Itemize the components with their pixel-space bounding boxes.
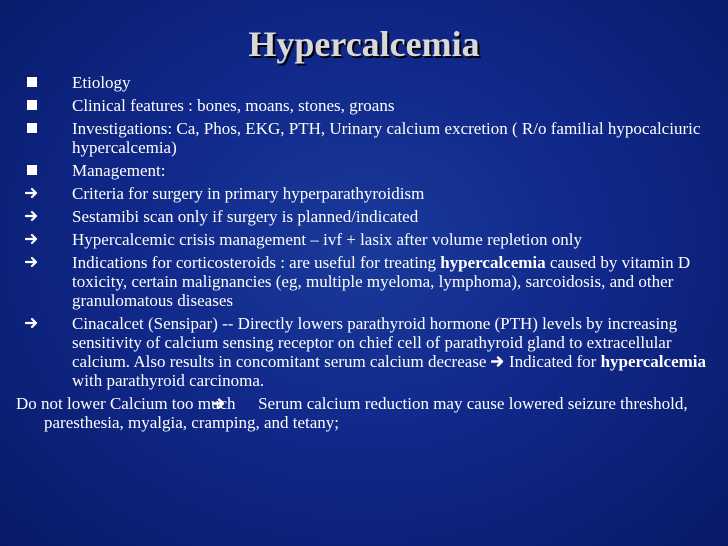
list-item: [16, 73, 716, 92]
text-segment: caused by vitamin D toxicity, certain malignancies (eg, multiple myeloma, lymphoma), sarcoidosis, and other granulomatous diseases: [72, 253, 691, 310]
arrow-right-icon: [491, 353, 505, 366]
text-segment: Do not lower Calcium too much: [16, 394, 240, 413]
square-bullet-icon: [27, 100, 37, 110]
list-item: [16, 230, 716, 249]
arrow-right-icon: [25, 209, 39, 223]
arrow-right-icon: [25, 255, 39, 269]
list-item-text: Etiology: [72, 73, 131, 92]
list-item: [16, 184, 716, 203]
list-item-text: [72, 314, 716, 390]
bullet-list: [16, 73, 716, 436]
list-item-text: [72, 253, 716, 310]
list-item-text: [16, 394, 716, 432]
list-item-text: Investigations: Ca, Phos, EKG, PTH, Urinary calcium excretion ( R/o familial hypocalciuric hypercalcemia): [72, 119, 701, 157]
text-segment: Serum calcium reduction may cause lowered seizure threshold, paresthesia, myalgia, cramping, and tetany;: [44, 394, 688, 432]
arrow-right-icon: [25, 232, 39, 246]
list-item: [16, 394, 716, 432]
bold-term: hypercalcemia: [600, 352, 706, 371]
arrow-right-icon: [25, 316, 39, 330]
arrow-right-icon: [25, 186, 39, 200]
list-item-text: Hypercalcemic crisis management – ivf + lasix after volume repletion only: [72, 230, 582, 249]
list-item-text: Clinical features : bones, moans, stones, groans: [72, 96, 395, 115]
list-item: [16, 119, 716, 157]
arrow-right-icon: [240, 395, 254, 408]
list-item: [16, 96, 716, 115]
text-segment: Cinacalcet (Sensipar) -- Directly lowers parathyroid hormone (PTH) levels by increasing sensitivity of calcium sensing receptor on chief cell of parathyroid gland to extracellular calcium. Also results in concomitant serum calcium decrease: [72, 314, 678, 371]
text-segment: with parathyroid carcinoma.: [72, 371, 265, 390]
list-item: [16, 161, 716, 180]
square-bullet-icon: [27, 77, 37, 87]
list-item: [16, 314, 716, 390]
list-item: [16, 207, 716, 226]
list-item-text: Sestamibi scan only if surgery is planned/indicated: [72, 207, 419, 226]
text-segment: Indications for corticosteroids : are useful for treating: [72, 253, 441, 272]
square-bullet-icon: [27, 123, 37, 133]
text-segment: Indicated for: [504, 352, 601, 371]
list-item: [16, 253, 716, 310]
list-item-text: Criteria for surgery in primary hyperparathyroidism: [72, 184, 425, 203]
bold-term: hypercalcemia: [440, 253, 546, 272]
slide-title: Hypercalcemia: [248, 24, 480, 64]
square-bullet-icon: [27, 165, 37, 175]
list-item-text: Management:: [72, 161, 166, 180]
